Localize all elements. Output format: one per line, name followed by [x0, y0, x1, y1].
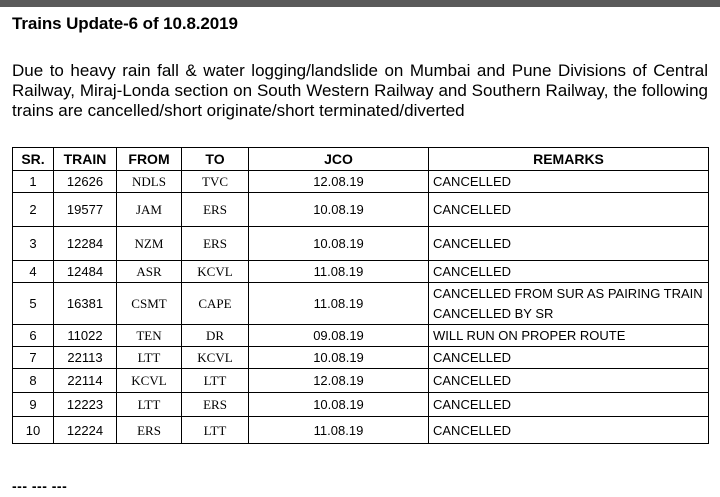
cell-remarks: CANCELLED — [429, 417, 709, 444]
cell-to: ERS — [182, 227, 249, 261]
cell-remarks: CANCELLED — [429, 171, 709, 193]
cell-train: 19577 — [54, 193, 117, 227]
cell-to: LTT — [182, 369, 249, 393]
cell-jco: 12.08.19 — [249, 369, 429, 393]
cell-from: JAM — [117, 193, 182, 227]
table-row — [13, 283, 709, 325]
header-train: TRAIN — [54, 148, 117, 171]
cell-remarks: CANCELLED — [429, 347, 709, 369]
table-row — [13, 171, 709, 193]
table-row — [13, 347, 709, 369]
cell-jco: 11.08.19 — [249, 283, 429, 325]
cell-to: CAPE — [182, 283, 249, 325]
cell-train: 12284 — [54, 227, 117, 261]
cell-jco: 10.08.19 — [249, 227, 429, 261]
cell-remarks: CANCELLED — [429, 369, 709, 393]
cell-from: ERS — [117, 417, 182, 444]
cell-sr: 2 — [13, 193, 54, 227]
table-header-row — [13, 148, 709, 171]
cell-from: CSMT — [117, 283, 182, 325]
cell-to: LTT — [182, 417, 249, 444]
cell-jco: 12.08.19 — [249, 171, 429, 193]
top-bar — [0, 0, 720, 7]
cell-remarks: CANCELLED FROM SUR AS PAIRING TRAIN CANCELLED BY SR — [429, 283, 709, 325]
header-to: TO — [182, 148, 249, 171]
cell-train: 12224 — [54, 417, 117, 444]
cell-jco: 11.08.19 — [249, 417, 429, 444]
table-row — [13, 325, 709, 347]
cell-to: DR — [182, 325, 249, 347]
cell-remarks: CANCELLED — [429, 393, 709, 417]
cell-jco: 10.08.19 — [249, 347, 429, 369]
cell-remarks: WILL RUN ON PROPER ROUTE — [429, 325, 709, 347]
header-jco: JCO — [249, 148, 429, 171]
cell-sr: 5 — [13, 283, 54, 325]
cell-from: ASR — [117, 261, 182, 283]
cell-sr: 8 — [13, 369, 54, 393]
cell-from: LTT — [117, 393, 182, 417]
cell-sr: 4 — [13, 261, 54, 283]
cell-train: 16381 — [54, 283, 117, 325]
cell-from: NZM — [117, 227, 182, 261]
header-sr: SR. — [13, 148, 54, 171]
cell-jco: 11.08.19 — [249, 261, 429, 283]
cell-sr: 6 — [13, 325, 54, 347]
table-row — [13, 227, 709, 261]
cell-remarks: CANCELLED — [429, 227, 709, 261]
table-row — [13, 261, 709, 283]
cell-remarks: CANCELLED — [429, 261, 709, 283]
page-title: Trains Update-6 of 10.8.2019 — [12, 14, 238, 33]
cell-from: KCVL — [117, 369, 182, 393]
cell-jco: 10.08.19 — [249, 193, 429, 227]
cell-train: 22114 — [54, 369, 117, 393]
table-row — [13, 193, 709, 227]
cell-train: 11022 — [54, 325, 117, 347]
trains-table — [12, 147, 709, 444]
cell-train: 12484 — [54, 261, 117, 283]
cell-sr: 1 — [13, 171, 54, 193]
cell-sr: 3 — [13, 227, 54, 261]
footer-separator: --- --- --- — [12, 478, 68, 494]
cell-sr: 9 — [13, 393, 54, 417]
cell-jco: 09.08.19 — [249, 325, 429, 347]
table-row — [13, 369, 709, 393]
cell-from: LTT — [117, 347, 182, 369]
cell-sr: 10 — [13, 417, 54, 444]
cell-from: TEN — [117, 325, 182, 347]
cell-train: 22113 — [54, 347, 117, 369]
cell-to: KCVL — [182, 347, 249, 369]
cell-to: TVC — [182, 171, 249, 193]
table-row — [13, 393, 709, 417]
cell-from: NDLS — [117, 171, 182, 193]
header-remarks: REMARKS — [429, 148, 709, 171]
cell-sr: 7 — [13, 347, 54, 369]
cell-to: KCVL — [182, 261, 249, 283]
cell-train: 12223 — [54, 393, 117, 417]
intro-paragraph: Due to heavy rain fall & water logging/landslide on Mumbai and Pune Divisions of Central Railway, Miraj-Londa section on South Western Railway and Southern Railway, the following trains are cancelled/short originate/short terminated/diverted — [12, 61, 708, 120]
cell-jco: 10.08.19 — [249, 393, 429, 417]
header-from: FROM — [117, 148, 182, 171]
cell-train: 12626 — [54, 171, 117, 193]
cell-remarks: CANCELLED — [429, 193, 709, 227]
cell-to: ERS — [182, 193, 249, 227]
cell-to: ERS — [182, 393, 249, 417]
table-row — [13, 417, 709, 444]
